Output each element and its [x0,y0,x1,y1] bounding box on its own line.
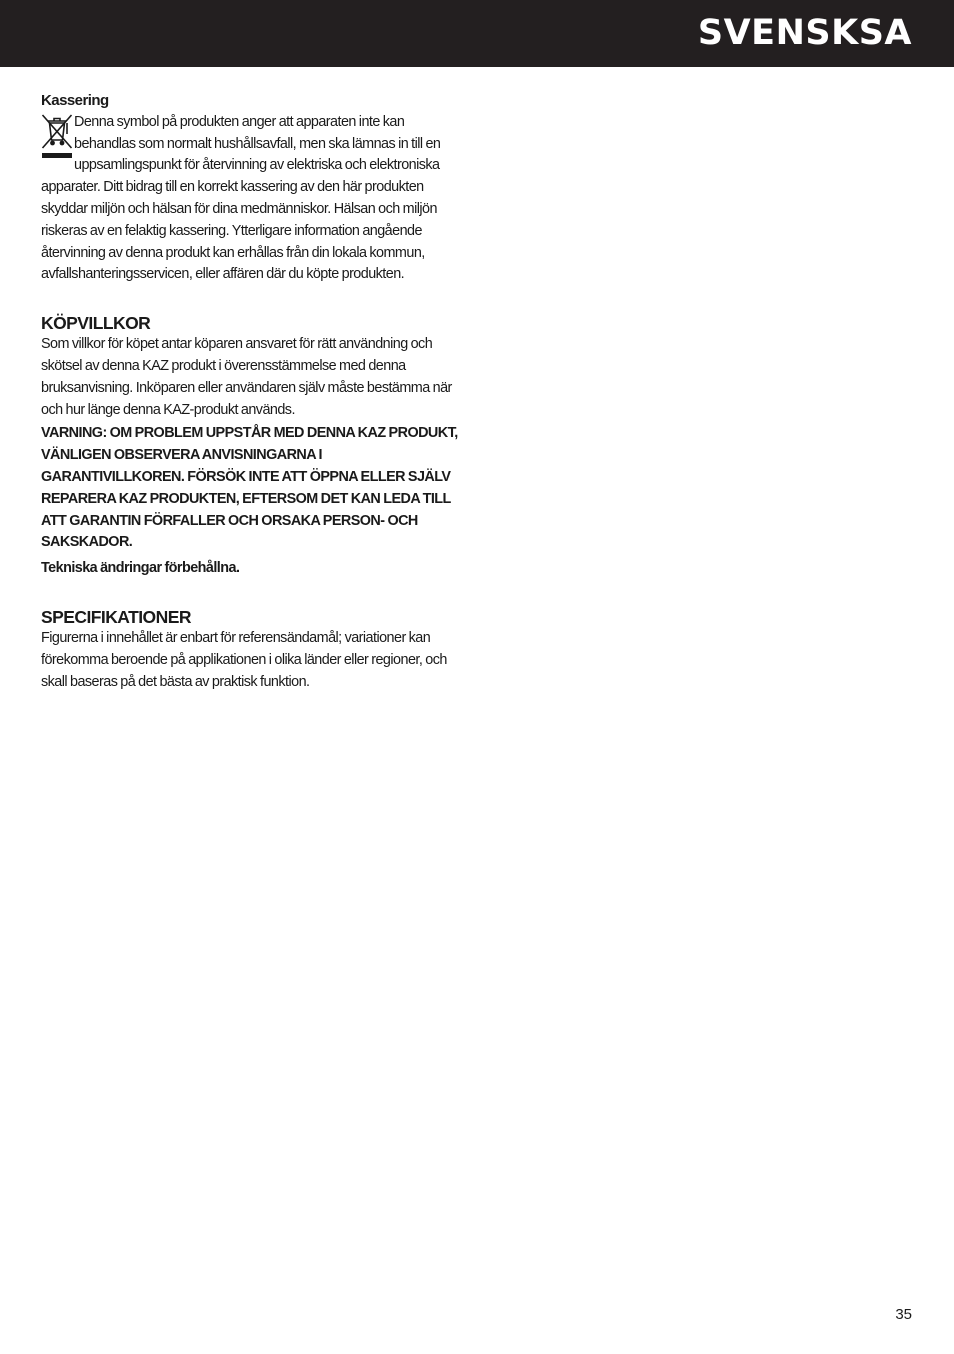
purchase-terms-text: Som villkor för köpet antar köparen ansvaret för rätt användning och skötsel av denna KAZ produkt i överensstämmelse med denna bruksanvisning. Inköparen eller användaren själv måste bestämma när och hur länge denna KAZ-produkt används. [41,336,452,418]
specifications-section [41,606,461,693]
purchase-terms-heading: KÖPVILLKOR [41,313,151,334]
header-bar [0,0,954,67]
purchase-terms-section [41,312,461,580]
main-content [41,90,461,693]
spacer [41,286,461,312]
crossed-out-wheelie-bin-icon [41,112,73,160]
technical-changes-note: Tekniska ändringar förbehållna. [41,560,240,577]
warning-text: VARNING: OM PROBLEM UPPSTÅR MED DENNA KAZ PRODUKT, VÄNLIGEN OBSERVERA ANVISNINGARNA I GARANTIVILLKOREN. FÖRSÖK INTE ATT ÖPPNA ELLER SJÄLV REPARERA KAZ PRODUKTEN, EFTERSOM DET KAN LEDA TILL ATT GARANTIN FÖRFALLER OCH ORSAKA PERSON- OCH SAKSKADOR. [41,425,458,551]
specifications-text: Figurerna i innehållet är enbart för referensändamål; variationer kan förekomma beroende på applikationen i olika länder eller regioner, och skall baseras på det bästa av praktisk funktion. [41,629,447,690]
disposal-section [41,90,461,286]
specifications-heading: SPECIFIKATIONER [41,606,191,627]
page-number: 35 [895,1306,912,1323]
spacer [41,580,461,606]
disposal-body [41,112,461,286]
disposal-text: Denna symbol på produkten anger att apparaten inte kan behandlas som normalt hushållsavfall, men ska lämnas in till en uppsamlingspunkt för återvinning av elektriska och elektroniska apparater. Ditt bidrag till en korrekt kassering av den här produkten skyddar miljön och hälsan för dina medmänniskor. Hälsan och miljön riskeras av en felaktig kassering. Ytterligare information angående återvinning av denna produkt kan erhållas från din lokala kommun, avfallshanteringsservicen, eller affären där du köpte produkten. [41,113,441,283]
disposal-heading: Kassering [41,92,109,109]
language-title: SVENSKSA [697,13,912,53]
